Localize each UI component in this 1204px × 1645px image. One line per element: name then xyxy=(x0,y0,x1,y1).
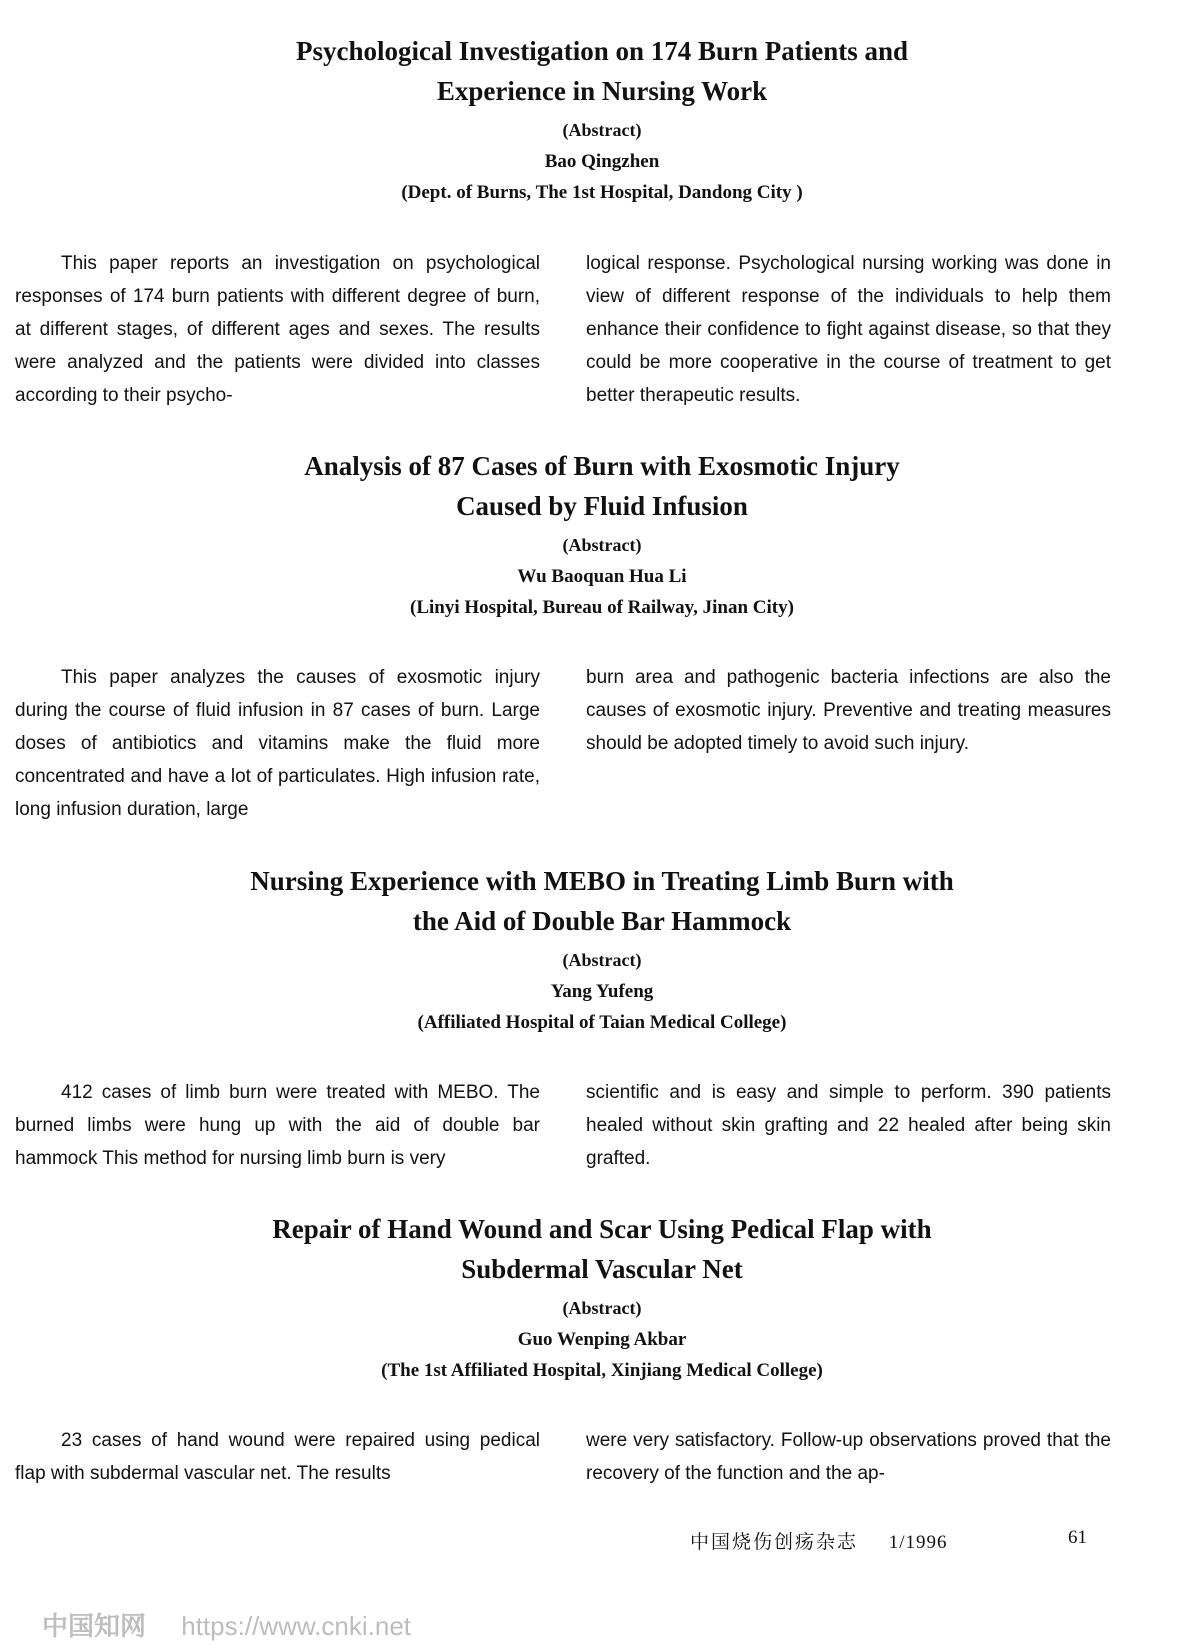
article-1-header xyxy=(0,31,1204,208)
article-title: Subdermal Vascular Net xyxy=(461,1254,743,1284)
watermark-url: https://www.cnki.net xyxy=(181,1611,412,1641)
article-affiliation: (Affiliated Hospital of Taian Medical College) xyxy=(417,1012,787,1033)
article-title: Psychological Investigation on 174 Burn Patients and xyxy=(295,36,909,66)
article-authors: Yang Yufeng xyxy=(550,981,654,1002)
page-number: 61 xyxy=(1068,1527,1087,1548)
body-text: 23 cases of hand wound were repaired using pedical flap with subdermal vascular net. The results xyxy=(15,1430,540,1484)
article-authors: Wu Baoquan Hua Li xyxy=(517,566,687,587)
issue-number: 1/1996 xyxy=(888,1532,948,1553)
article-2-header xyxy=(0,446,1204,623)
article-title: Analysis of 87 Cases of Burn with Exosmotic Injury xyxy=(304,451,900,481)
body-text: logical response. Psychological nursing working was done in view of different response of the individuals to help them enhance their confidence to fight against disease, so that they could be more cooperative in the course of treatment to get better therapeutic results. xyxy=(586,253,1111,406)
journal-name: 中国烧伤创疡杂志 xyxy=(690,1532,859,1553)
body-column-left xyxy=(15,661,540,826)
body-column-right xyxy=(586,1076,1111,1175)
body-column-right xyxy=(586,247,1111,412)
body-text: were very satisfactory. Follow-up observations proved that the recovery of the function and the ap- xyxy=(586,1430,1111,1484)
abstract-label: (Abstract) xyxy=(562,1298,642,1318)
body-text: burn area and pathogenic bacteria infections are also the causes of exosmotic injury. Preventive and treating measures should be adopted timely to avoid such injury. xyxy=(586,667,1111,754)
article-authors: Guo Wenping Akbar xyxy=(517,1329,687,1350)
body-column-left xyxy=(15,1424,540,1490)
watermark-brand: 中国知网 xyxy=(42,1611,147,1641)
article-title: the Aid of Double Bar Hammock xyxy=(412,906,792,936)
article-4-header xyxy=(0,1209,1204,1386)
abstract-label: (Abstract) xyxy=(562,950,642,970)
article-title: Experience in Nursing Work xyxy=(436,76,768,106)
article-authors: Bao Qingzhen xyxy=(544,151,660,172)
article-title: Nursing Experience with MEBO in Treating Limb Burn with xyxy=(250,866,954,896)
article-affiliation: (Linyi Hospital, Bureau of Railway, Jinan City) xyxy=(410,597,794,618)
article-title: Repair of Hand Wound and Scar Using Pedical Flap with xyxy=(272,1214,932,1244)
abstract-label: (Abstract) xyxy=(562,120,642,140)
body-text: This paper analyzes the causes of exosmotic injury during the course of fluid infusion in 87 cases of burn. Large doses of antibiotics and vitamins make the fluid more concentrated and have a lot of particulates. High infusion rate, long infusion duration, large xyxy=(15,667,540,820)
article-title: Caused by Fluid Infusion xyxy=(456,491,748,521)
body-column-right xyxy=(586,1424,1111,1490)
article-affiliation: (The 1st Affiliated Hospital, Xinjiang Medical College) xyxy=(381,1360,823,1381)
article-affiliation: (Dept. of Burns, The 1st Hospital, Dandong City ) xyxy=(401,182,803,203)
body-column-right xyxy=(586,661,1111,760)
body-column-left xyxy=(15,1076,540,1175)
body-text: This paper reports an investigation on psychological responses of 174 burn patients with different degree of burn, at different stages, of different ages and sexes. The results were analyzed and the patients were divided into classes according to their psycho- xyxy=(15,253,540,406)
body-text: 412 cases of limb burn were treated with MEBO. The burned limbs were hung up with the aid of double bar hammock This method for nursing limb burn is very xyxy=(15,1082,540,1169)
cnki-watermark xyxy=(42,1606,411,1643)
body-column-left xyxy=(15,247,540,412)
page-footer xyxy=(690,1527,1087,1554)
body-text: scientific and is easy and simple to perform. 390 patients healed without skin grafting and 22 healed after being skin grafted. xyxy=(586,1082,1111,1169)
article-3-header xyxy=(0,861,1204,1038)
abstract-label: (Abstract) xyxy=(562,535,642,555)
